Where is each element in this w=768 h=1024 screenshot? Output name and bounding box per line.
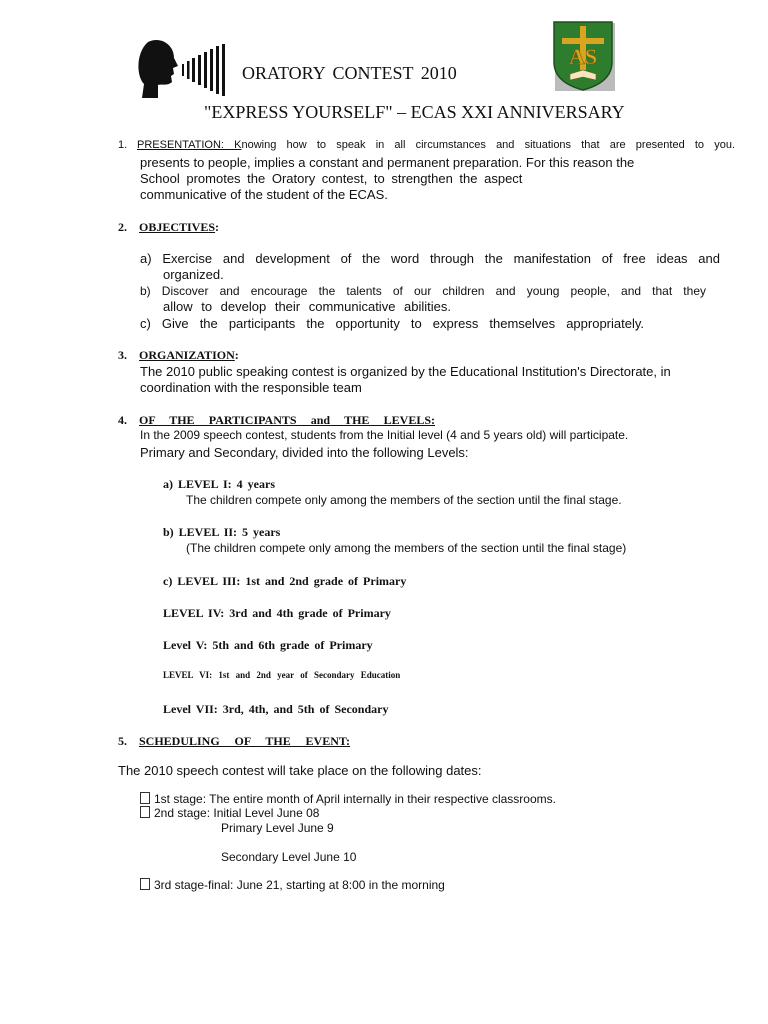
level-4-title: LEVEL IV: 3rd and 4th grade of Primary [163,606,391,620]
speaking-head-icon [136,38,232,102]
level-2-description: (The children compete only among the members of the section until the final stage) [186,541,627,555]
schedule-stage-1 [140,792,556,806]
level-3-title: c) LEVEL III: 1st and 2nd grade of Primary [163,574,407,588]
section-3-number: 3. [118,348,127,362]
bullet-box-icon [140,806,150,818]
section-1-line-2: presents to people, implies a constant and permanent preparation. For this reason the [140,155,635,170]
section-1-text: nowing how to speak in all circumstances and situations that are presented to you. [241,139,735,151]
level-1-description: The children compete only among the members of the section until the final stage. [186,493,622,507]
section-5-heading: SCHEDULING OF THE EVENT: [139,734,350,748]
section-2-label-tail: S [208,220,216,234]
section-4-line-2: Primary and Secondary, divided into the following Levels: [140,445,469,460]
crest-shield-icon [552,20,616,92]
section-3-colon: : [234,348,239,362]
speaker-logo [136,38,232,102]
section-4-number: 4. [118,413,127,427]
bullet-box-icon [140,792,150,804]
section-3-line-1: The 2010 public speaking contest is organized by the Educational Institution's Directorate, in [140,364,671,379]
section-1-label: PRESENTATION: K [137,139,242,151]
objective-c-line-1: c) Give the participants the opportunity to express themselves appropriately. [140,316,644,331]
section-3-heading [139,348,239,363]
level-6-title: LEVEL VI: 1st and 2nd year of Secondary Education [163,670,401,680]
stage-2-text: 2nd stage: Initial Level June 08 [154,806,320,820]
section-2-label: OBJECTIVE [139,220,209,234]
stage-2-primary: Primary Level June 9 [221,821,334,835]
level-7-title: Level VII: 3rd, 4th, and 5th of Secondary [163,702,389,716]
section-2-number: 2. [118,220,127,234]
section-4-line-1: In the 2009 speech contest, students from the Initial level (4 and 5 years old) will participate. [140,428,629,442]
schedule-stage-3 [140,878,445,892]
stage-2-secondary: Secondary Level June 10 [221,850,357,864]
section-2-heading [139,220,219,235]
level-2-title: b) LEVEL II: 5 years [163,525,281,539]
section-1-line-1 [137,139,735,151]
section-5-number: 5. [118,734,127,748]
schedule-stage-2 [140,806,319,820]
objective-a-line-2: organized. [163,267,224,282]
bullet-box-icon [140,878,150,890]
school-crest [552,20,616,92]
stage-3-text: 3rd stage-final: June 21, starting at 8:00 in the morning [154,878,445,892]
objective-a-line-1: a) Exercise and development of the word through the manifestation of free ideas and [140,251,720,266]
level-1-title: a) LEVEL I: 4 years [163,477,276,491]
document-title: ORATORY CONTEST 2010 [242,63,457,83]
section-1-line-3: School promotes the Oratory contest, to strengthen the aspect [140,171,523,186]
objective-b-line-1: b) Discover and encourage the talents of our children and young people, and that they [140,284,706,298]
section-2-colon: : [215,220,220,234]
section-1-line-4: communicative of the student of the ECAS. [140,187,388,202]
crest-letters: AS [568,44,598,69]
schedule-intro: The 2010 speech contest will take place on the following dates: [118,763,482,778]
section-1-number: 1. [118,139,128,151]
objective-b-line-2: allow to develop their communicative abilities. [163,299,451,314]
section-3-label: ORGANIZATION [139,348,235,362]
stage-1-text: 1st stage: The entire month of April internally in their respective classrooms. [154,792,556,806]
section-3-line-2: coordination with the responsible team [140,380,362,395]
level-5-title: Level V: 5th and 6th grade of Primary [163,638,373,652]
document-subtitle: "EXPRESS YOURSELF" – ECAS XXI ANNIVERSARY [204,102,625,122]
section-4-heading: OF THE PARTICIPANTS and THE LEVELS: [139,413,435,427]
